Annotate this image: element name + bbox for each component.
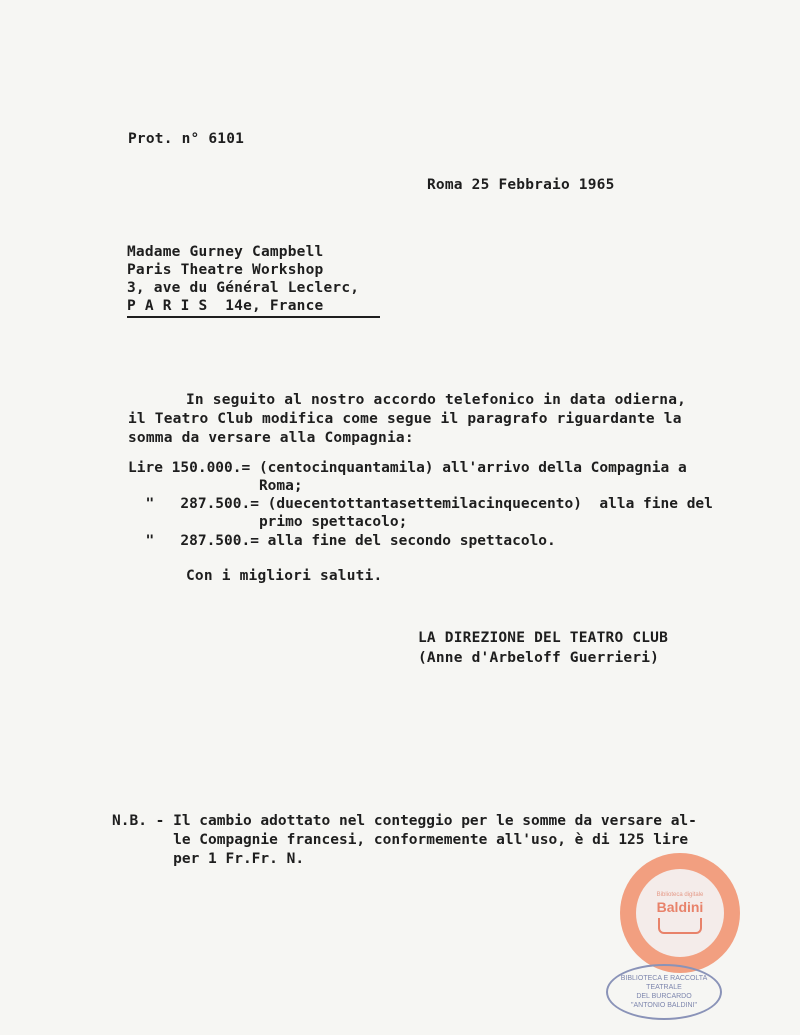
archive-seal-stamp (606, 964, 722, 1020)
stamp-small-text: Biblioteca digitale (656, 892, 704, 898)
address-line: P A R I S 14e, France (127, 298, 324, 314)
address-line: 3, ave du Général Leclerc, (127, 280, 360, 296)
address-line: Madame Gurney Campbell (127, 244, 324, 260)
address-line: Paris Theatre Workshop (127, 262, 324, 278)
protocol-number: Prot. n° 6101 (128, 131, 245, 147)
nb-note-line: N.B. - Il cambio adottato nel conteggio per le somme da versare al- (112, 813, 697, 829)
seal-line: "ANTONIO BALDINI" (631, 1002, 697, 1009)
nb-note-line: le Compagnie francesi, conformemente all'uso, è di 125 lire (112, 832, 689, 848)
book-icon (658, 918, 702, 934)
seal-line: TEATRALE (646, 984, 682, 991)
signature-name: (Anne d'Arbeloff Guerrieri) (418, 650, 660, 666)
signature-org: LA DIREZIONE DEL TEATRO CLUB (418, 630, 669, 646)
stamp-brand: Baldini (656, 899, 704, 915)
letter-date: Roma 25 Febbraio 1965 (427, 177, 615, 193)
seal-line: BIBLIOTECA E RACCOLTA (620, 975, 708, 982)
closing-greeting: Con i migliori saluti. (186, 568, 383, 584)
payment-line: Lire 150.000.= (centocinquantamila) all'arrivo della Compagnia a (128, 460, 687, 476)
paragraph-line: In seguito al nostro accordo telefonico in data odierna, (186, 392, 687, 408)
paragraph-line: il Teatro Club modifica come segue il paragrafo riguardante la (128, 411, 682, 427)
nb-note-line: per 1 Fr.Fr. N. (112, 851, 305, 867)
paragraph-line: somma da versare alla Compagnia: (128, 430, 414, 446)
payment-line: Roma; (128, 478, 303, 494)
payment-line: " 287.500.= (duecentottantasettemilacinquecento) alla fine del (128, 496, 713, 512)
baldini-library-stamp (620, 853, 740, 973)
address-underline (127, 316, 380, 318)
payment-line: primo spettacolo; (128, 514, 408, 530)
payment-line: " 287.500.= alla fine del secondo spettacolo. (128, 533, 556, 549)
seal-line: DEL BURCARDO (636, 993, 692, 1000)
